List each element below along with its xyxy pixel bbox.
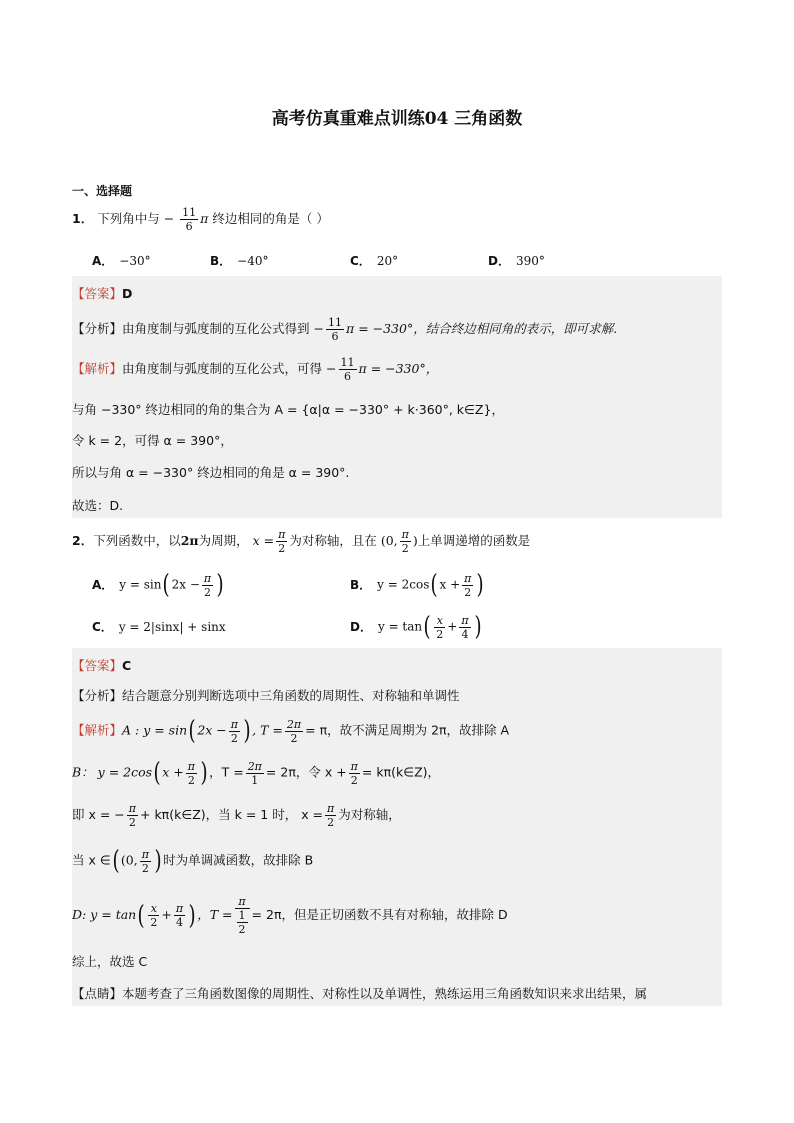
solution-step: 令 k = 2，可得 α = 390°， [72,433,233,448]
question-1: 1． 下列角中与 − $\frac{11}{6}$ π 终边相同的角是（ ） [72,206,329,233]
solution-step: 即 x = − $\frac{\pi}{2}$ + kπ(k∈Z)，当 k = 1 时， x = $\frac{\pi}{2}$ 为对称轴， [72,802,401,829]
solution-line: 【解析】A : y = sin( 2x − $\frac{\pi}{2}$ ) , T = $\frac{2\pi}{2}$ = π，故不满足周期为 2π，故排除 A [72,716,510,746]
answer-box-q1 [72,276,722,518]
answer-line: 【答案】D [72,286,133,301]
solution-step: 综上，故选 C [72,954,148,969]
option-d: D． 390° [488,254,545,268]
option-b: B． −40° [210,254,269,268]
solution-step: 与角 −330° 终边相同的角的集合为 A = {α|α = −330° + k·360°, k∈Z}， [72,402,504,417]
analysis-line: 【分析】由角度制与弧度制的互化公式得到 − $\frac{11}{6}$ π = −330°，结合终边相同角的表示，即可求解. [72,316,618,343]
solution-line: 【解析】由角度制与弧度制的互化公式，可得 − $\frac{11}{6}$ π = −330°， [72,356,439,383]
solution-step: 故选：D. [72,498,124,513]
solution-step: 当 x ∈( (0, $\frac{\pi}{2}$ ) 时为单调减函数，故排除 B [72,846,314,876]
option-a: A． y = sin( 2x − $\frac{\pi}{2}$ ) [92,570,224,600]
fraction: $\frac{11}{6}$ [182,206,197,233]
solution-step: 所以与角 α = −330° 终边相同的角是 α = 390°. [72,465,350,480]
solution-step: B： y = 2cos( x + $\frac{\pi}{2}$ ) ，T = $\frac{2\pi}{1}$ = 2π，令 x + $\frac{\pi}{2}$ = kπ(k∈Z)， [72,758,441,788]
option-a: A． −30° [92,254,151,268]
option-c: C． 20° [350,254,399,268]
analysis-tag: 【分析】 [72,321,123,336]
answer-tag: 【答案】 [72,286,123,301]
analysis-line: 【分析】结合题意分别判断选项中三角函数的周期性、对称轴和单调性 [72,688,460,703]
comment-line: 【点睛】本题考查了三角函数图像的周期性、对称性以及单调性，熟练运用三角函数知识来求出结果，属 [72,986,648,1001]
question-number: 1． [72,211,94,226]
option-d: D． y = tan( $\frac{x}{2}$ + $\frac{\pi}{4}$ ) [350,612,482,642]
question-2: 2．下列函数中，以2π为周期， x = $\frac{\pi}{2}$ 为对称轴，且在 (0, $\frac{\pi}{2}$ )上单调递增的函数是 [72,528,531,555]
solution-tag: 【解析】 [72,361,123,376]
page-title: 高考仿真重难点训练04 三角函数 [271,109,523,129]
option-b: B． y = 2cos( x + $\frac{\pi}{2}$ ) [350,570,485,600]
section-heading: 一、选择题 [72,184,133,198]
solution-step: D: y = tan( $\frac{x}{2}$ + $\frac{\pi}{4}$ ) ，T = $\frac{\pi}{\frac{1}{2}}$ = 2π，但是正切函数不具有对称轴，故排除 D [72,895,508,936]
answer-line: 【答案】C [72,658,132,673]
option-c: C． y = 2|sinx| + sinx [92,620,226,634]
